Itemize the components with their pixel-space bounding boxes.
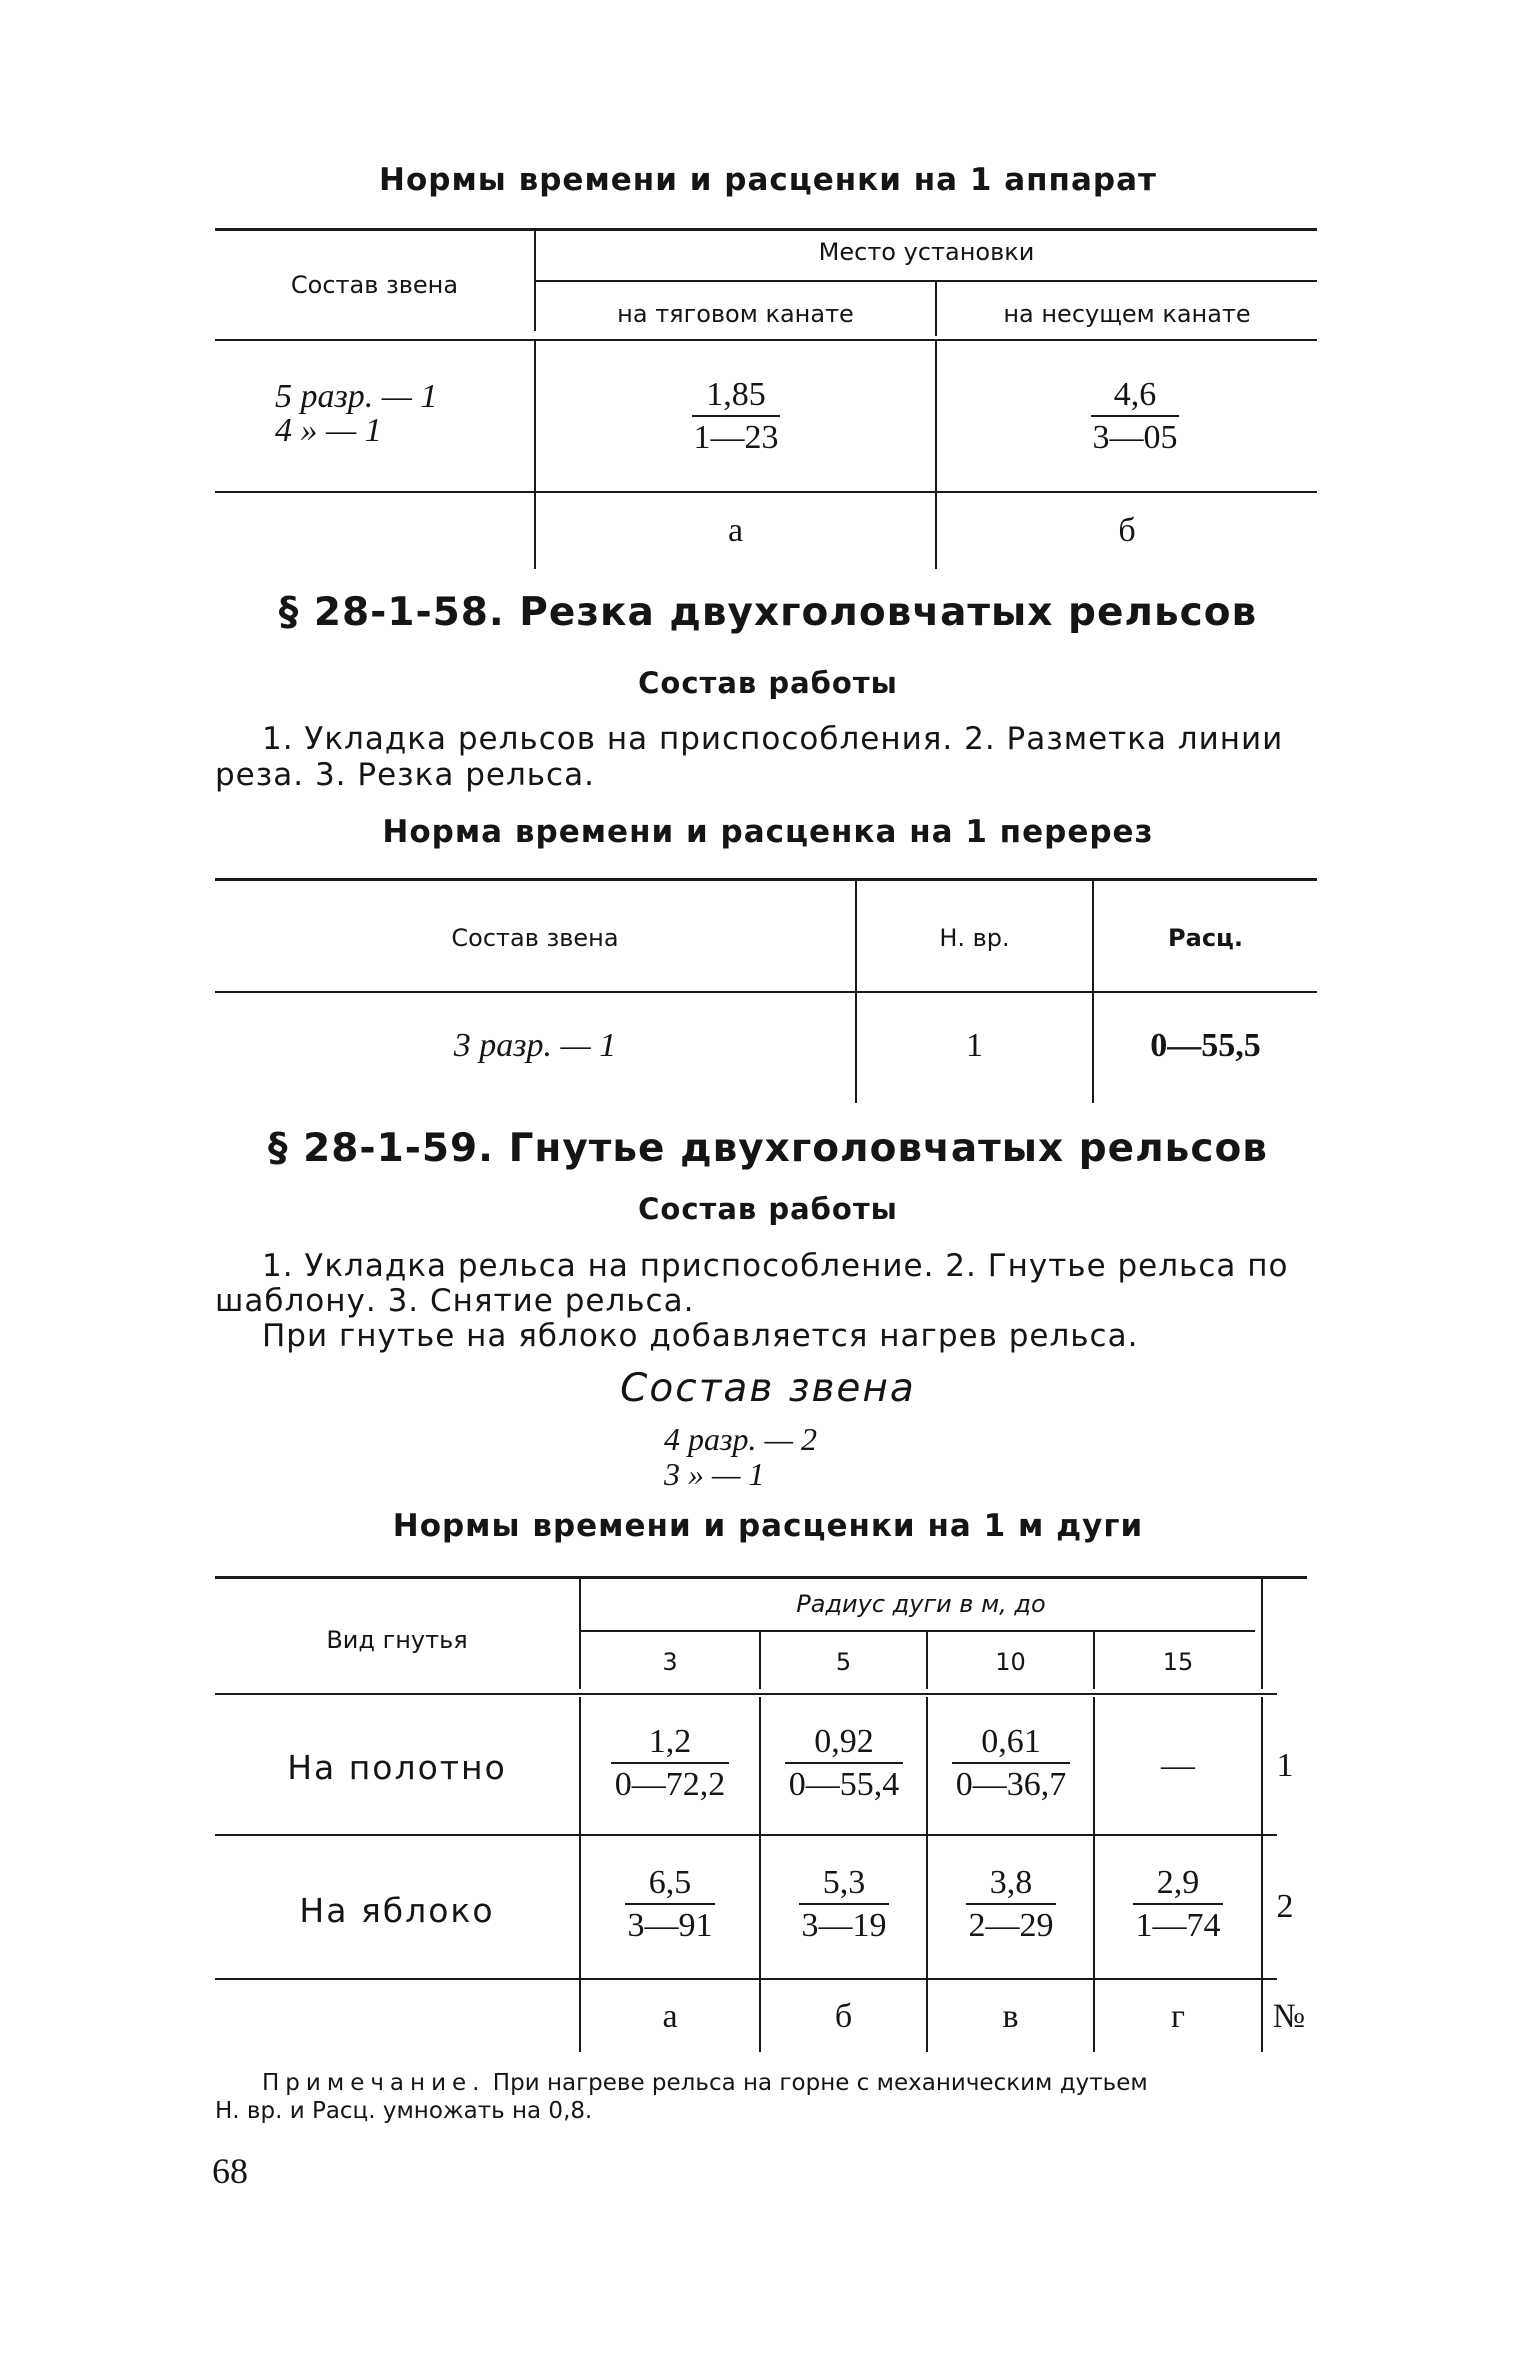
crew-line-1: 4 разр. — 2 — [664, 1421, 817, 1457]
norm-rate-fraction — [1085, 376, 1185, 457]
page-number: 68 — [212, 2151, 248, 2191]
rate-value: 0—72,2 — [614, 1766, 726, 1803]
crew-composition: 3 разр. — 1 — [453, 1027, 617, 1064]
rate-value: 3—05 — [1092, 419, 1178, 456]
norm-rate-fraction — [776, 1864, 912, 1945]
work-title: Состав работы — [638, 1192, 898, 1226]
fraction-bar — [785, 1762, 903, 1764]
radius-header: 10 — [995, 1648, 1026, 1676]
rate-value: 1—74 — [1135, 1907, 1221, 1944]
fraction-bar — [692, 415, 780, 417]
column-letter: а — [662, 1998, 678, 2035]
fraction-bar — [611, 1762, 729, 1764]
fraction-bar — [952, 1762, 1070, 1764]
crew-line-2: 3 » — 1 — [664, 1456, 765, 1492]
paragraph-line: шаблону. 3. Снятие рельса. — [215, 1283, 695, 1319]
fraction-bar — [1091, 415, 1179, 417]
norm-rate-fraction — [943, 1723, 1079, 1804]
paragraph-line: реза. 3. Резка рельса. — [215, 757, 595, 793]
col-header-rate: Расц. — [1168, 924, 1243, 952]
note-line-1 — [262, 2070, 1148, 2096]
col-header-composition: Состав звена — [451, 924, 619, 952]
col-header-time: Н. вр. — [939, 924, 1010, 952]
norm-value: 0,92 — [814, 1723, 874, 1760]
crew-line-1: 5 разр. — 1 — [275, 378, 438, 415]
col-header-kind: Вид гнутья — [326, 1626, 468, 1654]
norm-time-value: 1 — [966, 1027, 983, 1064]
rate-value: 0—36,7 — [955, 1766, 1067, 1803]
paragraph-line: 1. Укладка рельса на приспособление. 2. Гнутье рельса по — [262, 1248, 1289, 1284]
radius-header: 3 — [662, 1648, 678, 1676]
rate-value: 0—55,4 — [788, 1766, 900, 1803]
norm-rate-fraction — [1110, 1864, 1246, 1945]
section-heading: § 28-1-59. Гнутье двухголовчатых рельсов — [268, 1126, 1268, 1171]
column-letter: б — [1118, 512, 1136, 549]
note-text: При нагреве рельса на горне с механическим дутьем — [492, 2070, 1148, 2096]
column-letter: а — [727, 512, 744, 549]
norm-rate-fraction — [601, 1723, 739, 1804]
note-line-2: Н. вр. и Расц. умножать на 0,8. — [215, 2098, 593, 2124]
fraction-bar — [799, 1903, 889, 1905]
row-label: На яблоко — [299, 1891, 495, 1930]
row-label: На полотно — [287, 1748, 507, 1787]
norm-value: 4,6 — [1113, 376, 1157, 413]
table-rule — [215, 1693, 1277, 1695]
col-header-composition: Состав звена — [290, 271, 459, 299]
col-header-a: на тяговом канате — [617, 300, 854, 328]
fraction-bar — [1133, 1903, 1223, 1905]
rate-value: 3—19 — [801, 1907, 887, 1944]
table-rule — [215, 491, 1317, 493]
column-letter: в — [1002, 1998, 1019, 2035]
table-rule — [215, 1576, 1307, 1579]
table-rule — [215, 878, 1317, 881]
column-letter: б — [834, 1998, 853, 2035]
fraction-bar — [966, 1903, 1056, 1905]
norm-rate-fraction — [776, 1723, 912, 1804]
norm-value: 5,3 — [822, 1864, 866, 1901]
rate-value: 2—29 — [968, 1907, 1054, 1944]
norm-rate-fraction — [601, 1864, 739, 1945]
note-label: Примечание. — [262, 2070, 486, 2096]
rate-value: 3—91 — [627, 1907, 713, 1944]
work-title: Состав работы — [638, 666, 898, 700]
row-number: 2 — [1276, 1888, 1294, 1925]
table-rule — [215, 339, 1317, 341]
col-group-header: Место установки — [818, 238, 1035, 266]
column-letter: г — [1171, 1998, 1185, 2035]
table-rule — [215, 1978, 1277, 1980]
norm-value: 6,5 — [648, 1864, 692, 1901]
norm-value: 1,2 — [648, 1723, 692, 1760]
table-rule — [215, 228, 1317, 231]
norm-title: Норма времени и расценка на 1 перерез — [382, 814, 1154, 850]
table-rule — [581, 1630, 1255, 1632]
table1-title: Нормы времени и расценки на 1 аппарат — [379, 162, 1157, 198]
number-column-label: № — [1272, 1998, 1306, 2035]
col-header-b: на несущем канате — [1003, 300, 1251, 328]
row-number: 1 — [1276, 1747, 1294, 1784]
norm-rate-fraction — [943, 1864, 1079, 1945]
table-rule — [215, 1834, 1277, 1836]
radius-header: 5 — [835, 1648, 852, 1676]
section-heading: § 28-1-58. Резка двухголовчатых рельсов — [278, 590, 1258, 635]
fraction-bar — [625, 1903, 715, 1905]
crew-line-2: 4 » — 1 — [275, 412, 382, 449]
empty-value-dash: — — [1161, 1747, 1195, 1784]
col-group-header: Радиус дуги в м, до — [796, 1590, 1046, 1618]
crew-title: Состав звена — [620, 1366, 916, 1411]
paragraph-line: 1. Укладка рельсов на приспособления. 2. Разметка линии — [262, 721, 1284, 757]
table-rule — [536, 280, 1317, 282]
norm-value: 0,61 — [981, 1723, 1041, 1760]
table-rule — [1261, 1579, 1263, 1689]
norm-rate-fraction — [686, 376, 786, 457]
radius-header: 15 — [1162, 1648, 1194, 1676]
paragraph-line: При гнутье на яблоко добавляется нагрев рельса. — [262, 1318, 1139, 1354]
rate-value: 1—23 — [693, 419, 779, 456]
table-rule — [215, 991, 1317, 993]
norm-value: 3,8 — [989, 1864, 1033, 1901]
norm-value: 1,85 — [706, 376, 766, 413]
rate-value: 0—55,5 — [1150, 1027, 1261, 1064]
norm-title: Нормы времени и расценки на 1 м дуги — [392, 1508, 1144, 1544]
norm-value: 2,9 — [1156, 1864, 1200, 1901]
